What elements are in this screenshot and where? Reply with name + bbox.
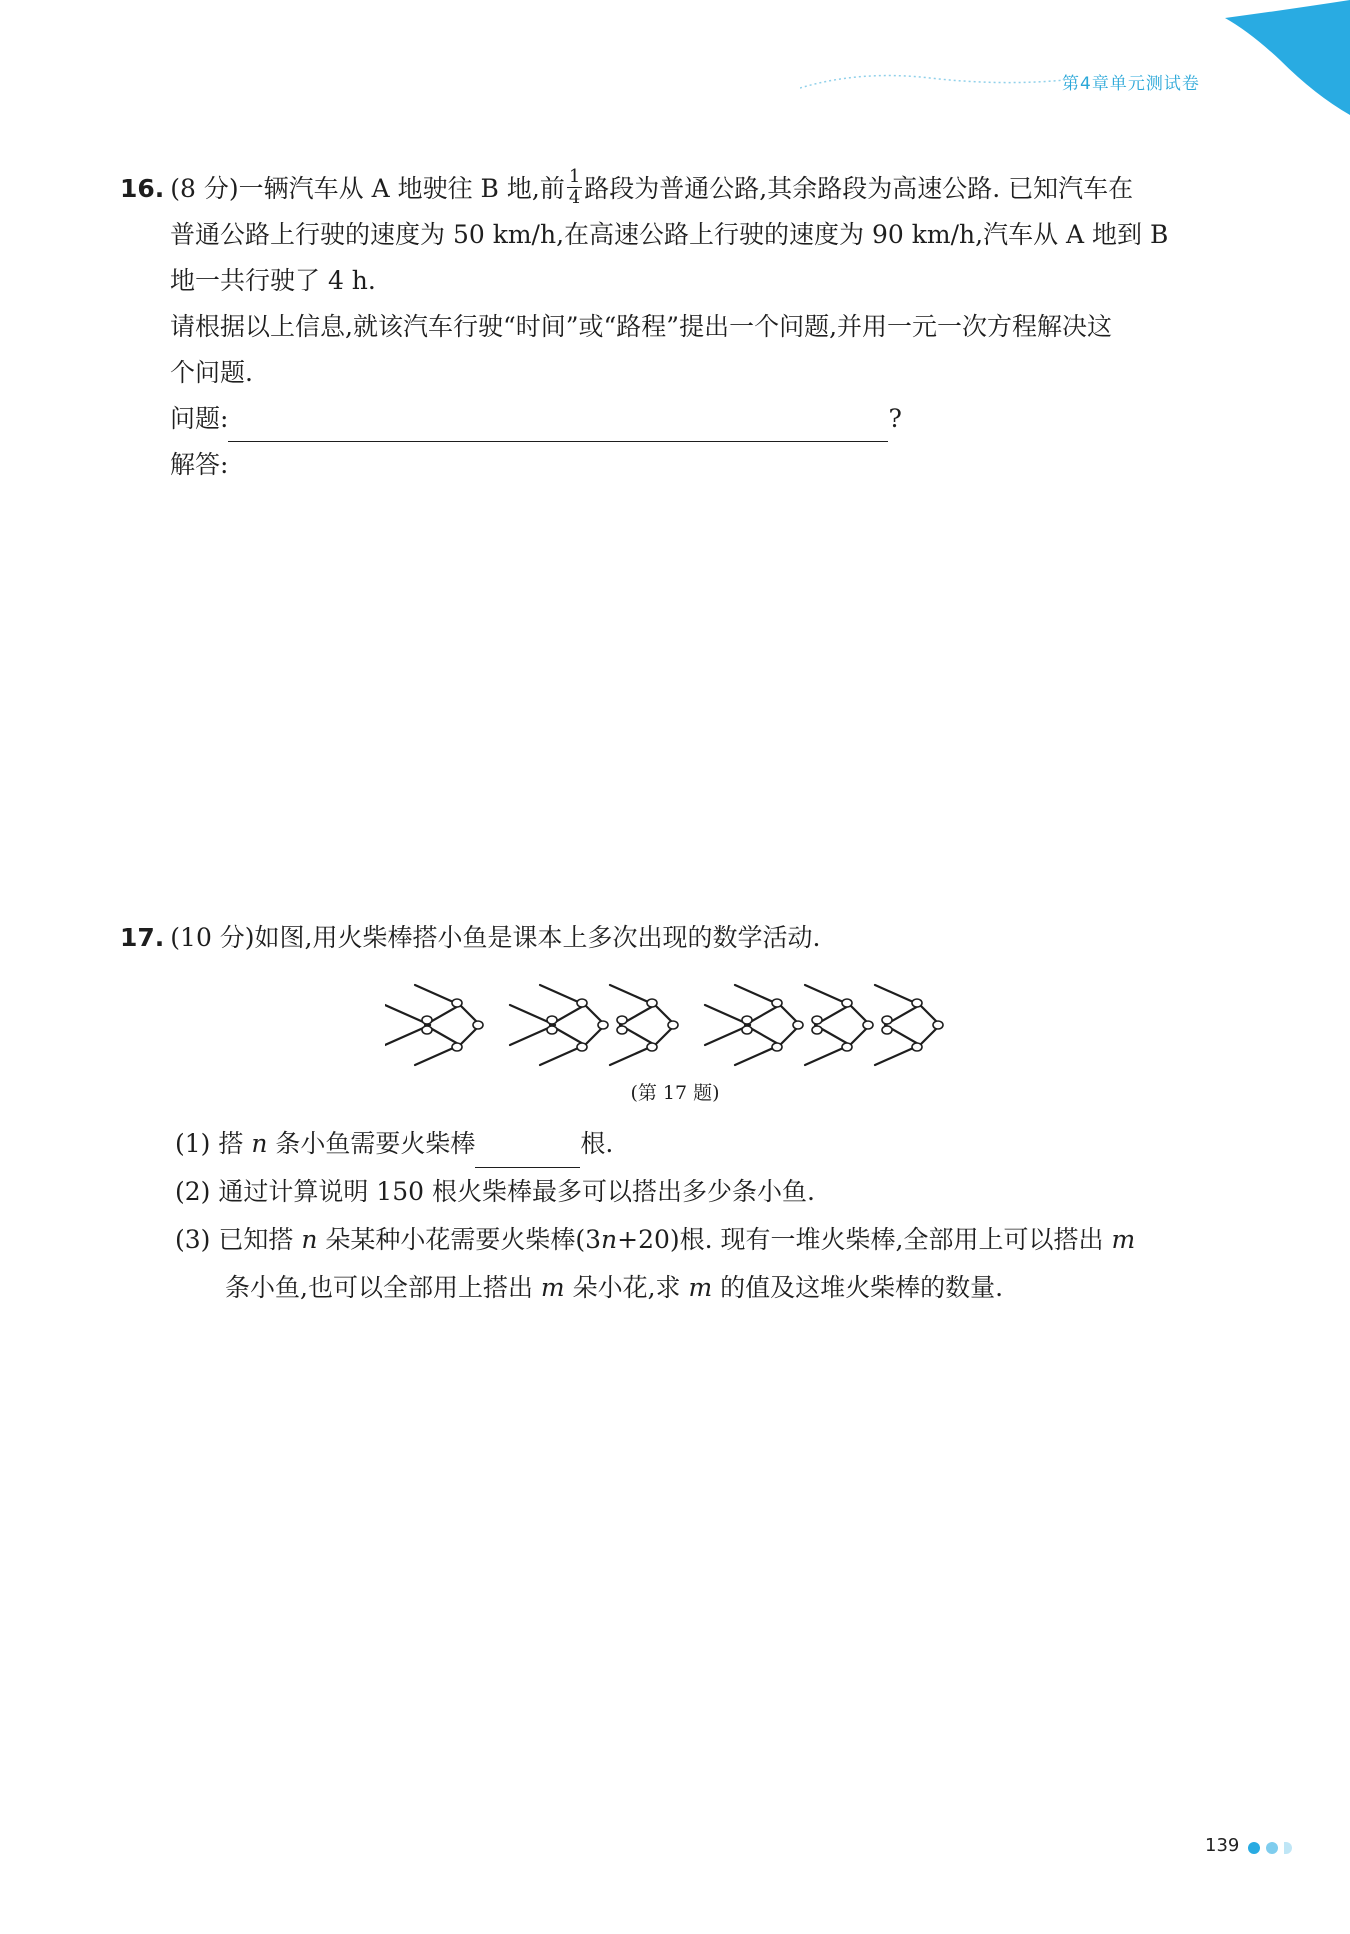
match-head [882,1026,892,1034]
var-m: m [540,1273,565,1302]
match-head [422,1016,432,1024]
chapter-title: 第4章单元测试卷 [1062,74,1200,94]
match-head [842,999,852,1007]
fish-group-3 [705,985,940,1065]
match-head [912,999,922,1007]
part1-post: 根. [580,1129,614,1158]
match-head [668,1021,678,1029]
match-head [647,1043,657,1051]
q16-line2: 普通公路上行驶的速度为 50 km/h,在高速公路上行驶的速度为 90 km/h,汽车从 A 地到 B [170,220,1169,249]
match-head [882,1016,892,1024]
page-number: 139 [1205,1835,1240,1856]
question-label: 问题: [170,404,229,433]
fish-group-2 [510,985,675,1065]
question-number: 16. [120,174,165,203]
fraction-denominator: 4 [568,187,581,208]
match-head [647,999,657,1007]
q16-line5: 个问题. [170,358,253,387]
match-head [473,1021,483,1029]
match-head [598,1021,608,1029]
q16-line1-post: 路段为普通公路,其余路段为高速公路. 已知汽车在 [584,174,1134,203]
answer-blank[interactable] [475,1137,580,1168]
match-head [452,999,462,1007]
var-m: m [1111,1225,1136,1254]
part3-f: 的值及这堆火柴棒的数量. [712,1273,1004,1302]
q16-line4: 请根据以上信息,就该汽车行驶“时间”或“路程”提出一个问题,并用一元一次方程解决这 [170,312,1113,341]
match-head [617,1026,627,1034]
match-head [422,1026,432,1034]
fraction-one-quarter [567,167,582,208]
match-head [452,1043,462,1051]
match-head [617,1016,627,1024]
match-head [863,1021,873,1029]
header-dotted-wave [800,60,1065,100]
var-n: n [601,1225,618,1254]
match-head [772,1043,782,1051]
match-head [742,1026,752,1034]
dot-3 [1284,1842,1292,1854]
match-head [577,1043,587,1051]
q17-part-3 [120,1216,1230,1264]
match-head [577,999,587,1007]
q17-part-2: (2) 通过计算说明 150 根火柴棒最多可以搭出多少条小鱼. [175,1177,815,1206]
part1-pre: (1) 搭 [175,1129,252,1158]
question-17 [120,915,1230,961]
matchstick-fish-figure [385,975,975,1075]
match-head [912,1043,922,1051]
var-m: m [688,1273,713,1302]
question-16 [120,166,1230,488]
match-head [933,1021,943,1029]
var-n: n [301,1225,318,1254]
dot-1 [1248,1842,1260,1854]
question-number: 17. [120,923,165,952]
corner-tab-shape [1225,0,1350,115]
match-head [547,1016,557,1024]
match-head [772,999,782,1007]
match-head [812,1026,822,1034]
part3-b: 朵某种小花需要火柴棒(3 [317,1225,602,1254]
part3-a: (3) 已知搭 [175,1225,302,1254]
fraction-numerator: 1 [568,166,581,187]
q17-part-1 [120,1120,1230,1168]
part3-c: +20)根. 现有一堆火柴棒,全部用上可以搭出 [617,1225,1112,1254]
question-17-parts [120,1120,1230,1312]
question-mark: ? [888,404,902,433]
match-head [742,1016,752,1024]
q16-line3: 地一共行驶了 4 h. [170,266,376,295]
match-head [793,1021,803,1029]
q17-part-3-cont [120,1264,1230,1312]
q16-question-row [120,396,1230,442]
question-blank[interactable] [228,411,888,442]
var-n: n [251,1129,268,1158]
q17-intro: (10 分)如图,用火柴棒搭小鱼是课本上多次出现的数学活动. [170,923,821,952]
corner-tab-decoration [1225,0,1350,115]
q16-line1-pre: (8 分)一辆汽车从 A 地驶往 B 地,前 [170,174,565,203]
part3-e: 朵小花,求 [564,1273,689,1302]
match-head [812,1016,822,1024]
part1-mid: 条小鱼需要火柴棒 [267,1129,476,1158]
figure-caption: (第 17 题) [630,1082,720,1104]
dot-2 [1266,1842,1278,1854]
match-head [547,1026,557,1034]
match-head [842,1043,852,1051]
answer-label: 解答: [170,450,229,479]
part3-d: 条小鱼,也可以全部用上搭出 [225,1273,541,1302]
fish-group-1 [385,985,480,1065]
